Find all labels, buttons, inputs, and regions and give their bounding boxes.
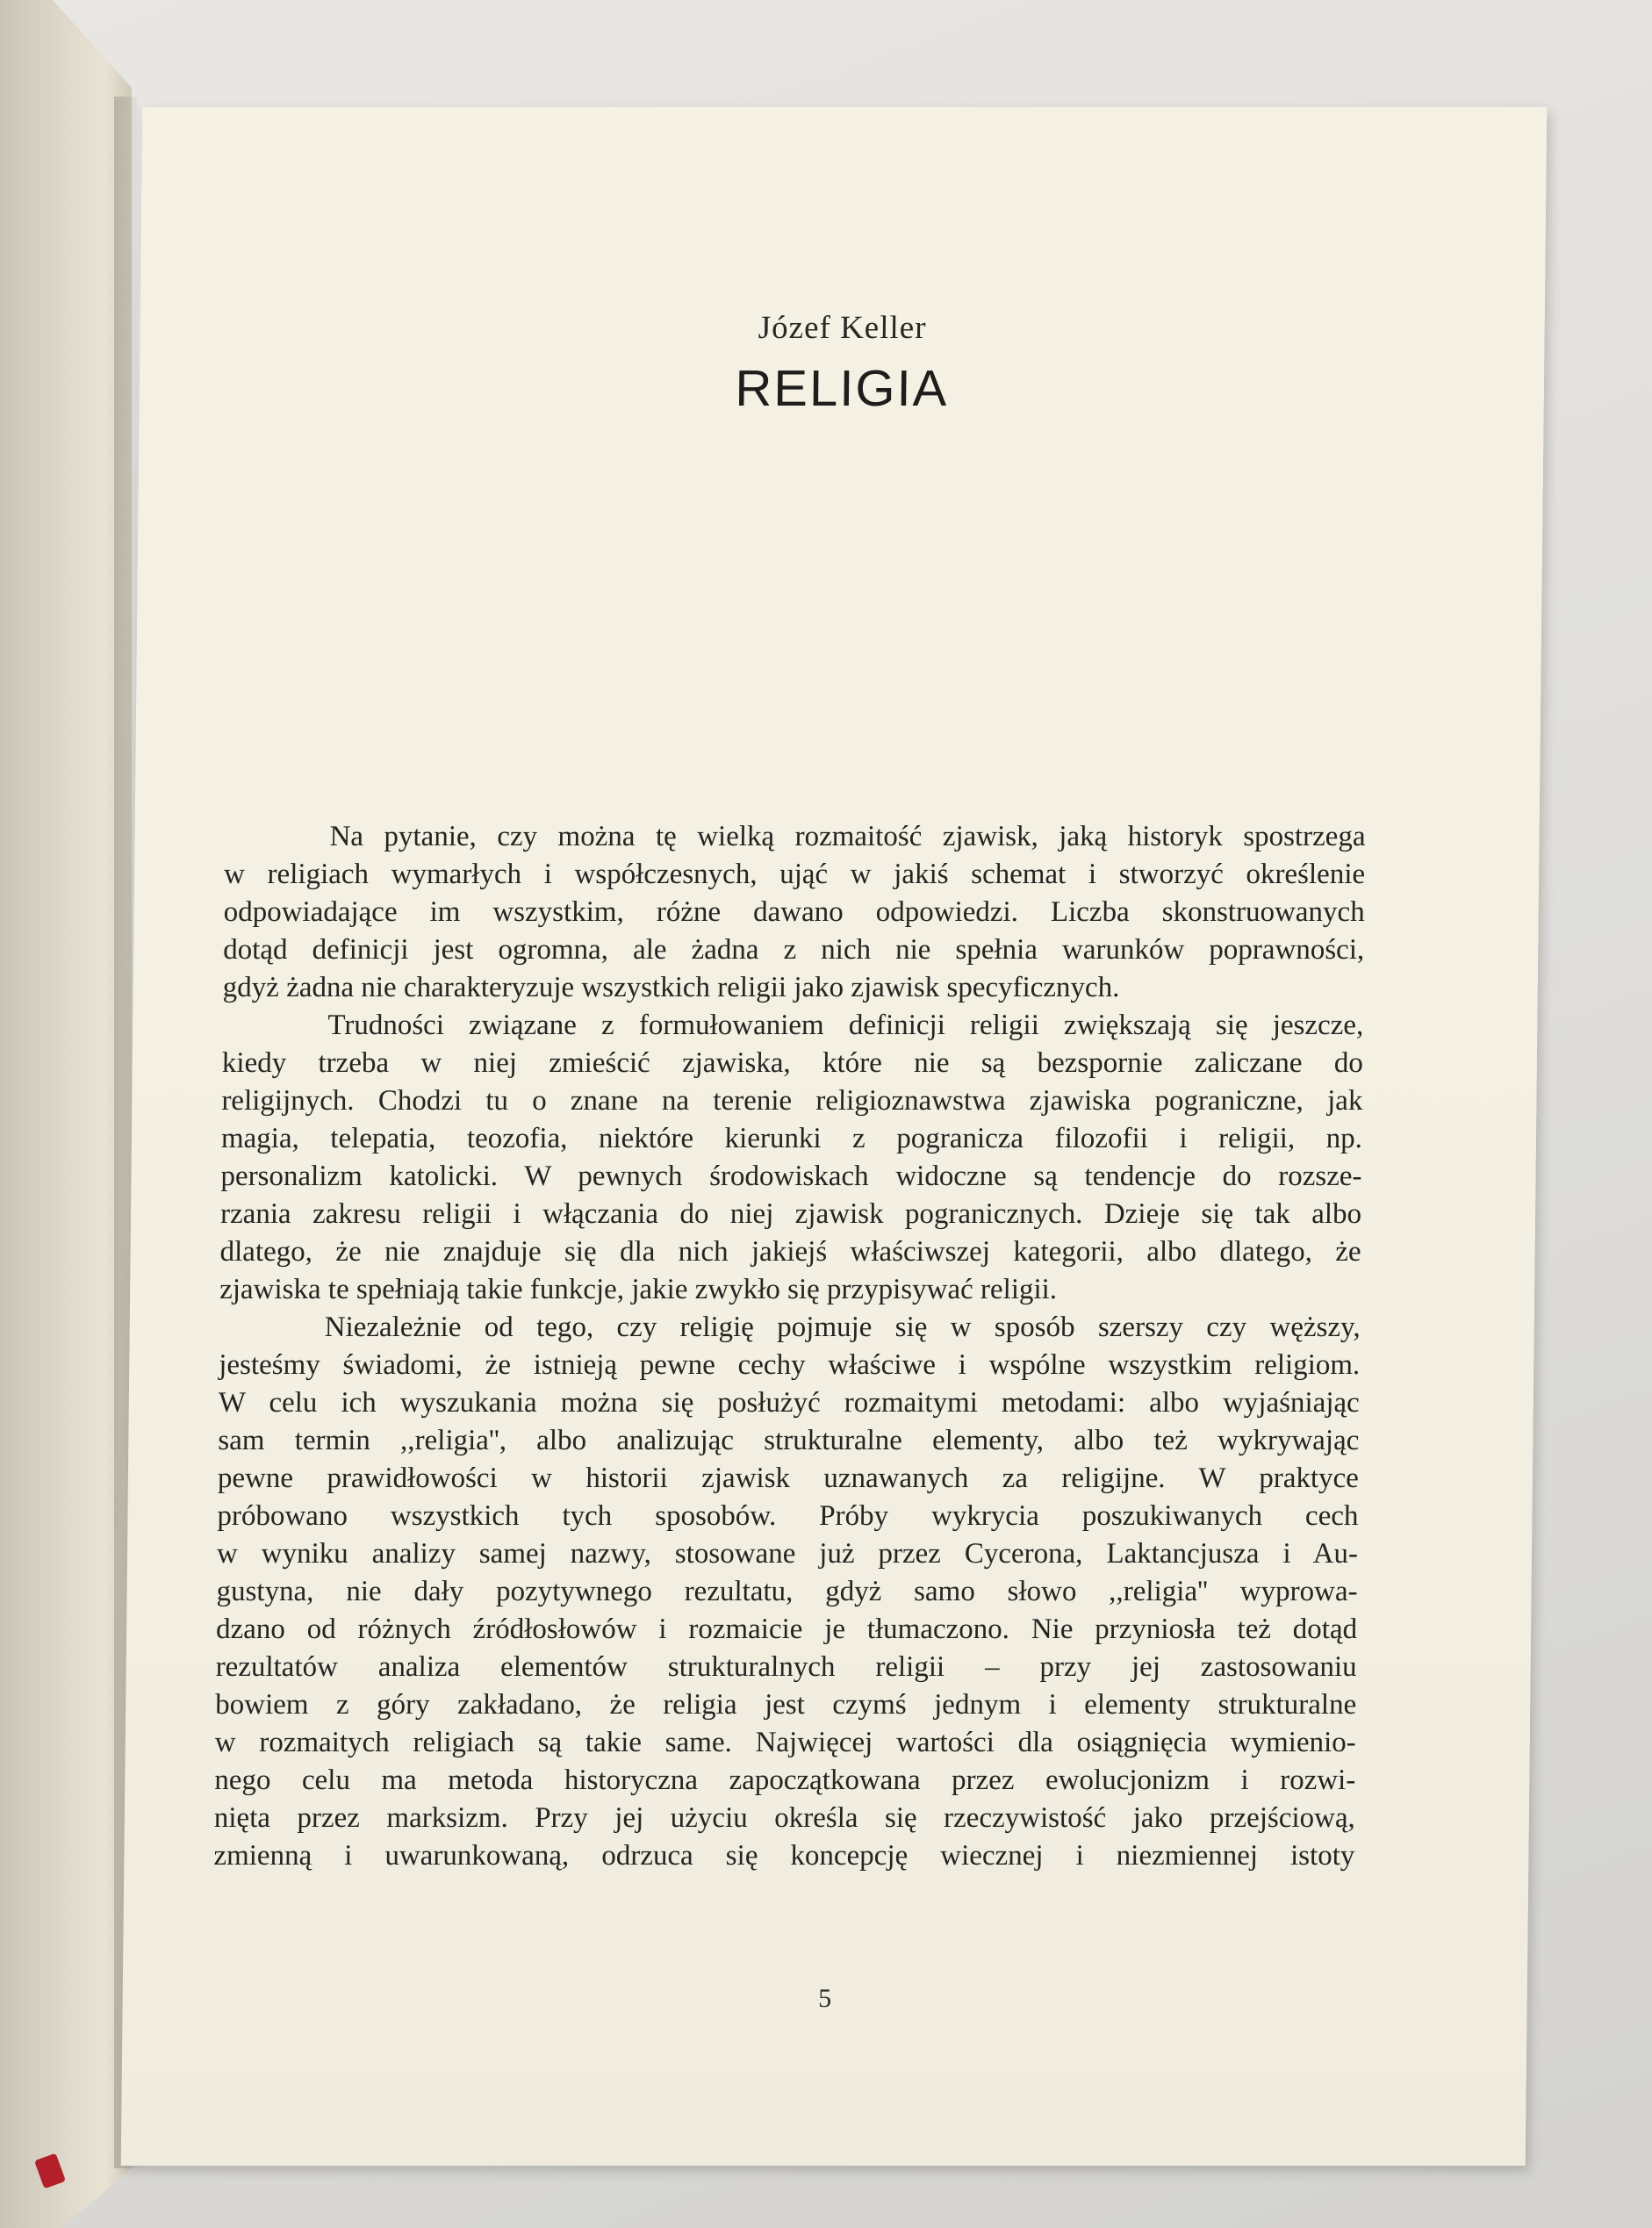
text-line: sam termin ,,religia'', albo analizując strukturalne elementy, albo też wykrywając bbox=[218, 1425, 1360, 1456]
text-line: w rozmaitych religiach są takie same. Najwięcej wartości dla osiągnięcia wymienio- bbox=[214, 1727, 1356, 1758]
page-number: 5 bbox=[818, 1984, 832, 2013]
text-line: dotąd definicji jest ogromna, ale żadna z nich nie spełnia warunków poprawności, bbox=[223, 934, 1365, 966]
text-line: personalizm katolicki. W pewnych środowiskach widoczne są tendencje do rozsze- bbox=[220, 1161, 1362, 1192]
text-line: Trudności związane z formułowaniem definicji religii zwiększają się jeszcze, bbox=[327, 1010, 1364, 1041]
text-line: odpowiadające im wszystkim, różne dawano odpowiedzi. Liczba skonstruowanych bbox=[223, 896, 1365, 928]
text-line: dzano od różnych źródłosłowów i rozmaicie je tłumaczono. Nie przyniosła też dotąd bbox=[215, 1614, 1358, 1645]
text-line: W celu ich wyszukania można się posłużyć rozmaitymi metodami: albo wyjaśniając bbox=[218, 1387, 1361, 1419]
text-line: zjawiska te spełniają takie funkcje, jakie zwykło się przypisywać religii. bbox=[219, 1274, 1058, 1305]
body-text bbox=[213, 818, 1366, 1875]
text-line: rzania zakresu religii i włączania do niej zjawisk pogranicznych. Dzieje się tak albo bbox=[219, 1198, 1362, 1230]
text-line: próbowano wszystkich tych sposobów. Próby wykrycia poszukiwanych cech bbox=[217, 1500, 1359, 1532]
book-page bbox=[121, 107, 1548, 2166]
text-line: nego celu ma metoda historyczna zapoczątkowana przez ewolucjonizm i rozwi- bbox=[214, 1764, 1356, 1796]
text-line: magia, telepatia, teozofia, niektóre kierunki z pogranicza filozofii i religii, np. bbox=[220, 1123, 1363, 1154]
text-line: gdyż żadna nie charakteryzuje wszystkich religii jako zjawisk specyficznych. bbox=[222, 972, 1120, 1003]
text-line: jesteśmy świadomi, że istnieją pewne cechy właściwe i wspólne wszystkim religiom. bbox=[219, 1349, 1361, 1381]
text-line: gustyna, nie dały pozytywnego rezultatu, gdyż samo słowo ,,religia'' wyprowa- bbox=[216, 1576, 1358, 1607]
text-line: kiedy trzeba w niej zmieścić zjawiska, które nie są bezspornie zaliczane do bbox=[221, 1047, 1364, 1079]
text-line: pewne prawidłowości w historii zjawisk uznawanych za religijne. W praktyce bbox=[217, 1463, 1360, 1494]
text-line: w wyniku analizy samej nazwy, stosowane już przez Cycerona, Laktancjusza i Au- bbox=[216, 1538, 1359, 1570]
text-line: Na pytanie, czy można tę wielką rozmaitość zjawisk, jaką historyk spostrzega bbox=[329, 821, 1366, 852]
left-page-edge bbox=[0, 0, 132, 2228]
text-line: bowiem z góry zakładano, że religia jest czymś jednym i elementy strukturalne bbox=[215, 1689, 1357, 1721]
text-line: zmienną i uwarunkowaną, odrzuca się koncepcję wiecznej i niezmiennej istoty bbox=[213, 1840, 1355, 1872]
text-line: w religiach wymarłych i współczesnych, ująć w jakiś schemat i stworzyć określenie bbox=[223, 859, 1366, 890]
text-line: nięta przez marksizm. Przy jej użyciu określa się rzeczywistość jako przejściową, bbox=[213, 1802, 1356, 1834]
text-line: religijnych. Chodzi tu o znane na terenie religioznawstwa zjawiska pograniczne, jak bbox=[221, 1085, 1363, 1117]
text-line: Niezależnie od tego, czy religię pojmuje się w sposób szerszy czy węższy, bbox=[324, 1312, 1361, 1343]
author-name: Józef Keller bbox=[758, 310, 927, 346]
text-line: rezultatów analiza elementów strukturalnych religii – przy jej zastosowaniu bbox=[215, 1651, 1357, 1683]
text-line: dlatego, że nie znajduje się dla nich jakiejś właściwszej kategorii, albo dlatego, że bbox=[219, 1236, 1361, 1268]
chapter-title: RELIGIA bbox=[735, 360, 949, 417]
